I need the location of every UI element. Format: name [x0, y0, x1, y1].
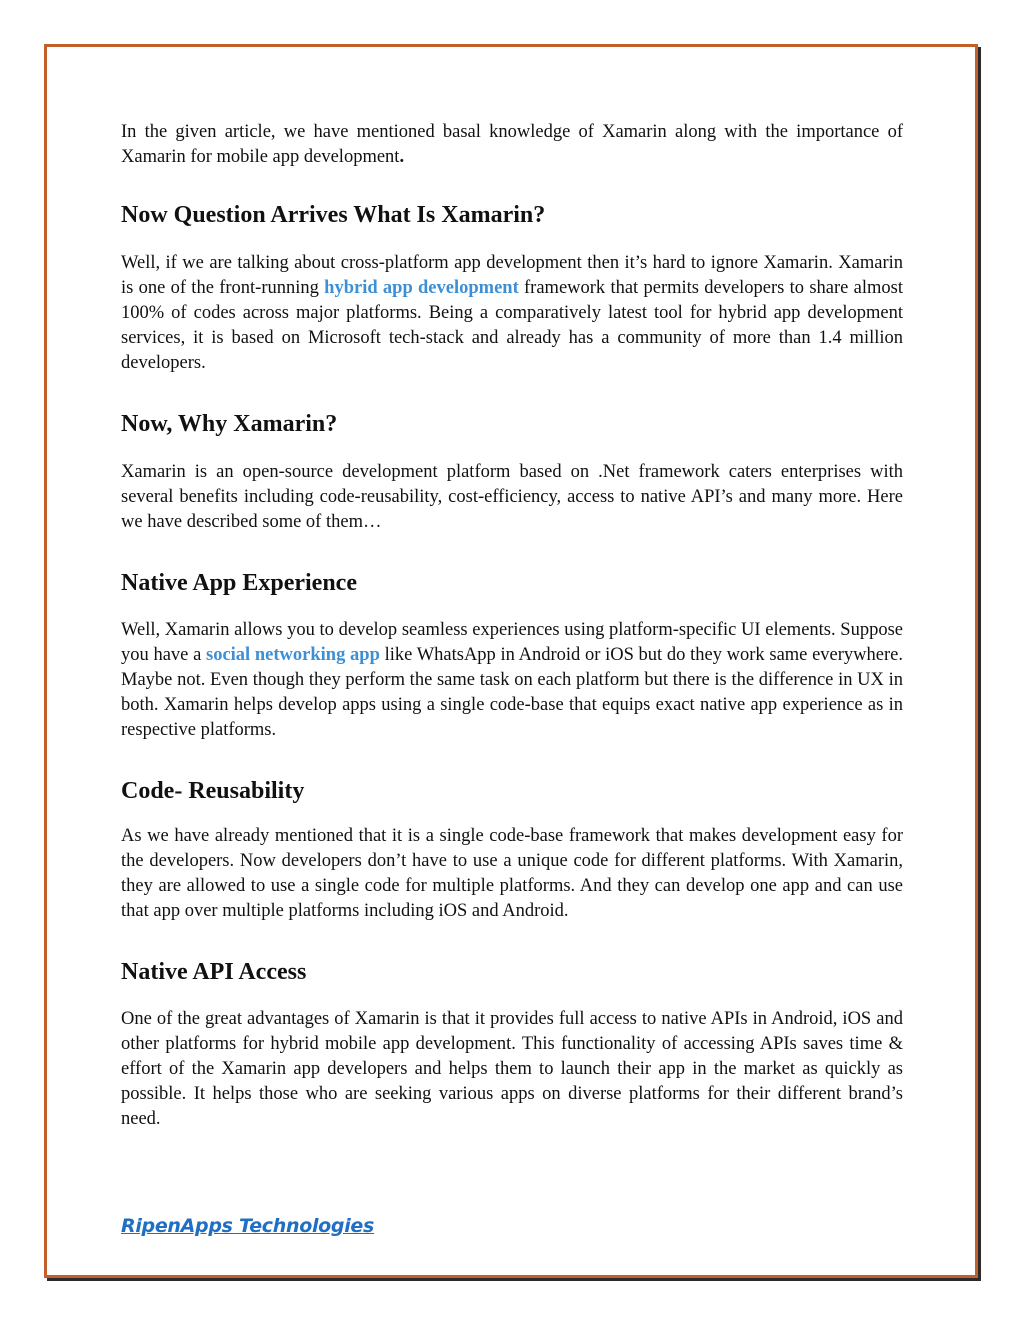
what-is-text-a: Well, if we are talking about cross-platform app development then it’s hard to ignore Xamarin. Xamarin is one of the front-running [121, 253, 903, 298]
why-xamarin-paragraph: Xamarin is an open-source development platform based on .Net framework caters enterprises with several benefits including code-reusability, cost-efficiency, access to native API’s and many more. Here we have described some of them… [121, 462, 903, 532]
heading-what-is-xamarin: Now Question Arrives What Is Xamarin? [121, 202, 546, 228]
article-body [121, 120, 903, 1132]
intro-text: In the given article, we have mentioned basal knowledge of Xamarin along with the importance of Xamarin for mobile app development [121, 122, 903, 167]
social-networking-app-link[interactable]: social networking app [206, 645, 380, 665]
code-reusability-paragraph: As we have already mentioned that it is a single code-base framework that makes development easy for the developers. Now developers don’t have to use a unique code for different platforms. With Xamarin, they are allowed to use a single code for multiple platforms. And they can develop one app and can use that app over multiple platforms including iOS and Android. [121, 826, 903, 921]
what-is-xamarin-paragraph [121, 251, 903, 376]
heading-native-api-access: Native API Access [121, 959, 307, 985]
footer-brand: RipenApps Technologies [121, 1215, 375, 1237]
heading-code-reusability: Code- Reusability [121, 778, 305, 804]
native-app-text-b: like WhatsApp in Android or iOS but do they work same everywhere. Maybe not. Even though they perform the same task on each platform but there is the difference in UX in both. Xamarin helps develop apps using a single code-base that equips exact native app experience as in respective platforms. [121, 645, 903, 740]
heading-native-app-experience: Native App Experience [121, 570, 357, 596]
heading-why-xamarin: Now, Why Xamarin? [121, 411, 338, 437]
native-app-text-a: Well, Xamarin allows you to develop seamless experiences using platform-specific UI elements. Suppose you have a [121, 620, 903, 665]
native-app-experience-paragraph [121, 618, 903, 743]
hybrid-app-development-link[interactable]: hybrid app development [324, 278, 519, 298]
intro-paragraph [121, 120, 903, 170]
native-api-access-paragraph: One of the great advantages of Xamarin is that it provides full access to native APIs in Android, iOS and other platforms for hybrid mobile app development. This functionality of accessing APIs saves time & effort of the Xamarin app developers and helps them to launch their app in the market as quickly as possible. It helps those who are seeking various apps on diverse platforms for their different brand’s need. [121, 1009, 903, 1129]
what-is-text-b: framework that permits developers to share almost 100% of codes across major platforms. Being a comparatively latest tool for hybrid app development services, it is based on Microsoft tech-stack and already has a community of more than 1.4 million developers. [121, 278, 903, 373]
intro-period: . [399, 147, 405, 167]
